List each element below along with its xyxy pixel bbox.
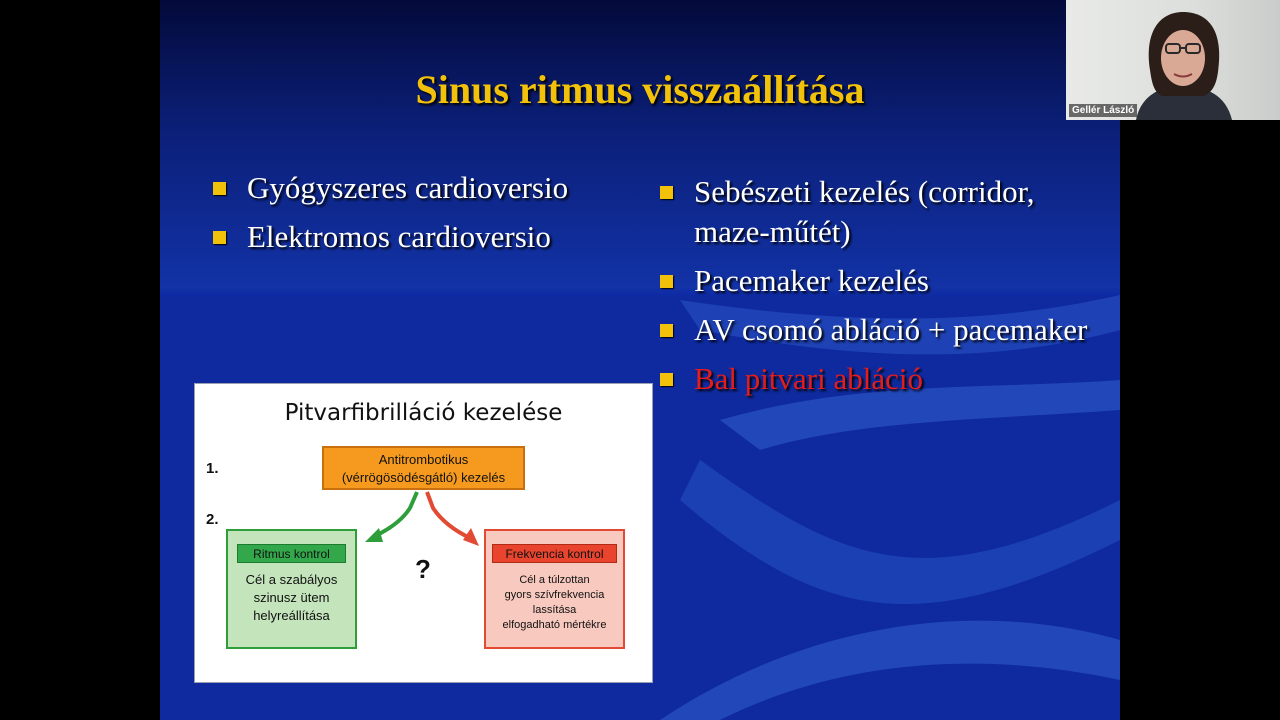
bullet-item xyxy=(213,168,633,208)
rate-control-line: lassítása xyxy=(532,604,577,616)
left-bullet-list xyxy=(213,168,633,266)
participant-video-icon xyxy=(1066,0,1280,120)
bullet-item-highlighted xyxy=(660,359,1100,399)
rhythm-control-line: szinusz ütem xyxy=(253,590,330,605)
bullet-square-icon xyxy=(660,324,673,337)
step-number-2: 2. xyxy=(206,511,219,528)
green-arrow-head xyxy=(365,528,383,542)
bullet-text: AV csomó abláció + pacemaker xyxy=(694,312,1088,347)
antithrombotic-line: Antitrombotikus xyxy=(378,452,469,467)
red-arrow-head xyxy=(463,528,479,546)
right-bullet-list xyxy=(660,172,1100,408)
antithrombotic-line: (vérrögösödésgátló) kezelés xyxy=(341,470,506,485)
bullet-text: Elektromos cardioversio xyxy=(247,219,551,254)
rhythm-control-line: Cél a szabályos xyxy=(245,572,338,587)
rate-control-box xyxy=(484,529,625,649)
bullet-square-icon xyxy=(660,373,673,386)
bullet-item xyxy=(213,217,633,257)
green-arrow xyxy=(375,492,417,536)
rhythm-control-header: Ritmus kontrol xyxy=(237,544,346,563)
slide-title: Sinus ritmus visszaállítása xyxy=(415,67,865,112)
rate-control-line: gyors szívfrekvencia xyxy=(504,589,605,601)
presentation-slide xyxy=(160,0,1120,720)
bullet-square-icon xyxy=(213,182,226,195)
bullet-square-icon xyxy=(660,186,673,199)
bullet-item xyxy=(660,261,1100,301)
red-arrow xyxy=(427,492,470,538)
rate-control-line: Cél a túlzottan xyxy=(519,574,590,586)
rate-control-body xyxy=(488,573,621,633)
bullet-item xyxy=(660,310,1100,350)
bullet-square-icon xyxy=(213,231,226,244)
bullet-text: Bal pitvari abláció xyxy=(694,361,923,396)
rate-control-line: elfogadható mértékre xyxy=(502,619,607,631)
step-number-1: 1. xyxy=(206,460,219,477)
rate-control-header: Frekvencia kontrol xyxy=(492,544,617,563)
treatment-diagram xyxy=(194,383,653,683)
rhythm-control-box xyxy=(226,529,357,649)
participant-name-label: Gellér László xyxy=(1069,104,1137,117)
bullet-item xyxy=(660,172,1100,252)
bullet-text: Pacemaker kezelés xyxy=(694,263,929,298)
participant-video-tile[interactable] xyxy=(1066,0,1280,120)
diagram-title: Pitvarfibrilláció kezelése xyxy=(284,400,563,426)
bullet-text: Sebészeti kezelés (corridor, maze-műtét) xyxy=(694,174,1035,249)
rhythm-control-body xyxy=(230,571,353,625)
rhythm-control-line: helyreállítása xyxy=(253,608,330,623)
question-mark: ? xyxy=(415,554,431,584)
bullet-text: Gyógyszeres cardioversio xyxy=(247,170,569,205)
bullet-square-icon xyxy=(660,275,673,288)
